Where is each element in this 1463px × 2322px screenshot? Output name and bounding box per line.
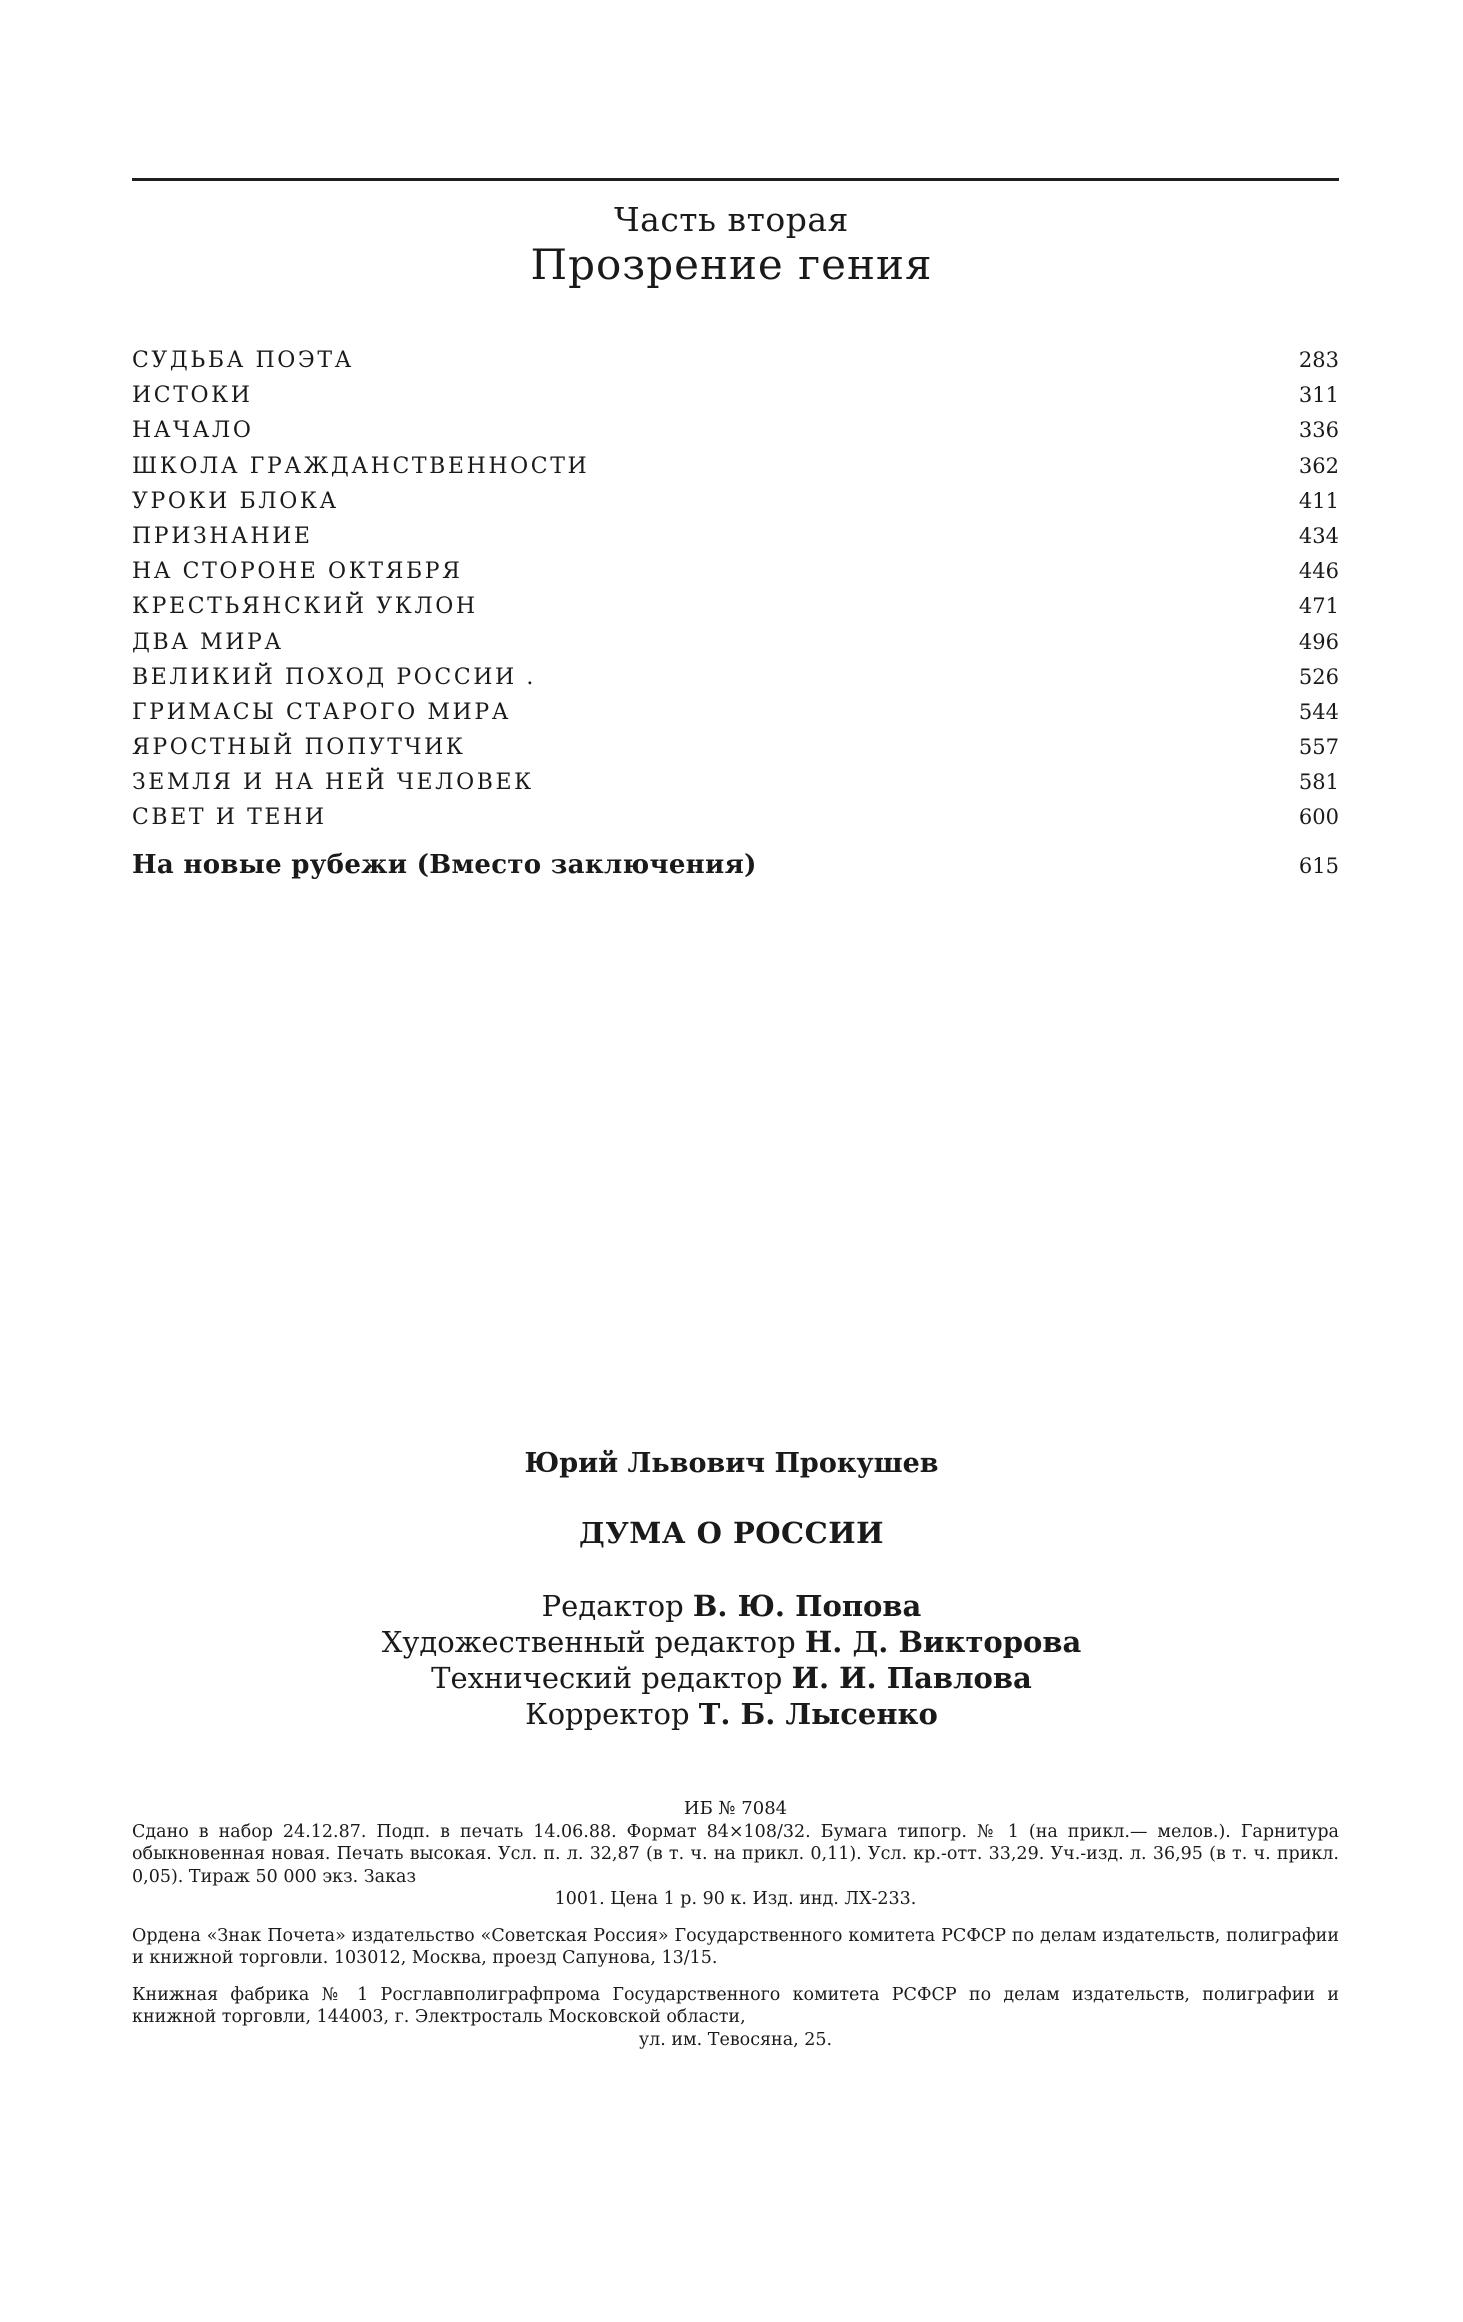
toc-entry-title: ШКОЛА ГРАЖДАНСТВЕННОСТИ [132,453,590,479]
staff-credit [0,1660,1463,1696]
author-name: Юрий Львович Прокушев [524,1448,939,1479]
toc-entry [132,630,1339,665]
toc-entry-page: 446 [1298,559,1339,584]
toc-entry-title: ДВА МИРА [132,629,284,655]
toc-entry-page: 544 [1298,699,1339,724]
toc-entry [132,454,1339,489]
toc-entry [132,383,1339,418]
toc-entry [132,348,1339,383]
toc-entry-page: 471 [1298,594,1339,619]
printing-details [132,1798,1339,2051]
top-rule [132,178,1339,181]
toc-entry-title: ЯРОСТНЫЙ ПОПУТЧИК [132,735,466,761]
part-title: Прозрение гения [530,240,933,289]
printer-address: ул. им. Тевосяна, 25. [638,2029,833,2050]
toc-entry-page: 600 [1298,805,1339,830]
publisher-info: Ордена «Знак Почета» издательство «Советская Россия» Государственного комитета РСФСР по делам издательств, полиграфии и книжной торговли. 103012, Москва, проезд Сапунова, 13/15. [132,1925,1339,1968]
toc-entry-title: КРЕСТЬЯНСКИЙ УКЛОН [132,594,478,620]
staff-person: Т. Б. Лысенко [698,1697,938,1731]
toc-entry-page: 336 [1298,418,1339,443]
toc-entry [132,805,1339,840]
toc-entry [132,770,1339,805]
toc-entry-page: 311 [1298,383,1339,408]
toc-entry-title: НА СТОРОНЕ ОКТЯБРЯ [132,559,463,585]
toc-entry-page: 557 [1298,735,1339,760]
toc-entry-title: ПРИЗНАНИЕ [132,523,313,549]
toc-entry-title: СВЕТ И ТЕНИ [132,805,327,831]
toc-entry-title: ИСТОКИ [132,383,253,409]
staff-role: Редактор [541,1589,684,1623]
toc-entry-title: УРОКИ БЛОКА [132,488,339,514]
toc-entry [132,489,1339,524]
staff-role: Технический редактор [431,1661,783,1695]
toc-entry [132,418,1339,453]
ib-number: ИБ № 7084 [683,1798,788,1819]
toc-entry-page: 434 [1298,523,1339,548]
toc-final-entry [132,850,1339,880]
print-specs: Сдано в набор 24.12.87. Подп. в печать 14.06.88. Формат 84×108/32. Бумага типогр. № 1 (на прикл.— мелов.). Гарнитура обыкновенная новая. Печать высокая. Усл. п. л. 32,87 (в т. ч. на прикл. 0,11). Усл. кр.-отт. 33,29. Уч.-изд. л. 36,95 (в т. ч. прикл. 0,05). Тираж 50 000 экз. Заказ [132,1821,1339,1887]
toc-entry-page: 581 [1298,770,1339,795]
toc-entry [132,665,1339,700]
toc-final-title: На новые рубежи (Вместо заключения) [132,850,757,880]
staff-role: Корректор [525,1697,690,1731]
table-of-contents [132,348,1339,841]
toc-entry-title: ГРИМАСЫ СТАРОГО МИРА [132,699,511,725]
staff-person: В. Ю. Попова [692,1589,922,1623]
toc-entry-title: СУДЬБА ПОЭТА [132,348,354,373]
toc-entry [132,559,1339,594]
toc-entry-page: 283 [1298,348,1339,372]
staff-person: И. И. Павлова [791,1661,1032,1695]
staff-credit [0,1696,1463,1732]
toc-final-page: 615 [1298,854,1339,878]
print-specs-end: 1001. Цена 1 р. 90 к. Изд. инд. ЛХ-233. [554,1889,917,1909]
staff-credit [0,1588,1463,1624]
toc-entry-title: ЗЕМЛЯ И НА НЕЙ ЧЕЛОВЕК [132,770,534,796]
toc-entry-page: 362 [1298,453,1339,478]
toc-entry-page: 411 [1298,488,1339,513]
staff-credits [0,1588,1463,1732]
staff-person: Н. Д. Викторова [804,1625,1082,1659]
staff-credit [0,1624,1463,1660]
toc-entry-page: 496 [1298,629,1339,654]
toc-entry-title: НАЧАЛО [132,418,254,444]
staff-role: Художественный редактор [381,1625,796,1659]
toc-entry-title: ВЕЛИКИЙ ПОХОД РОССИИ . [132,664,537,690]
toc-entry [132,594,1339,629]
printer-info: Книжная фабрика № 1 Росглавполиграфпрома Государственного комитета РСФСР по делам издательств, полиграфии и книжной торговли, 144003, г. Электросталь Московской области, [132,1984,1339,2027]
toc-entry [132,524,1339,559]
toc-entry [132,700,1339,735]
toc-entry [132,735,1339,770]
part-label: Часть вторая [614,200,849,239]
book-title: ДУМА О РОССИИ [578,1516,885,1550]
toc-entry-page: 526 [1298,664,1339,689]
